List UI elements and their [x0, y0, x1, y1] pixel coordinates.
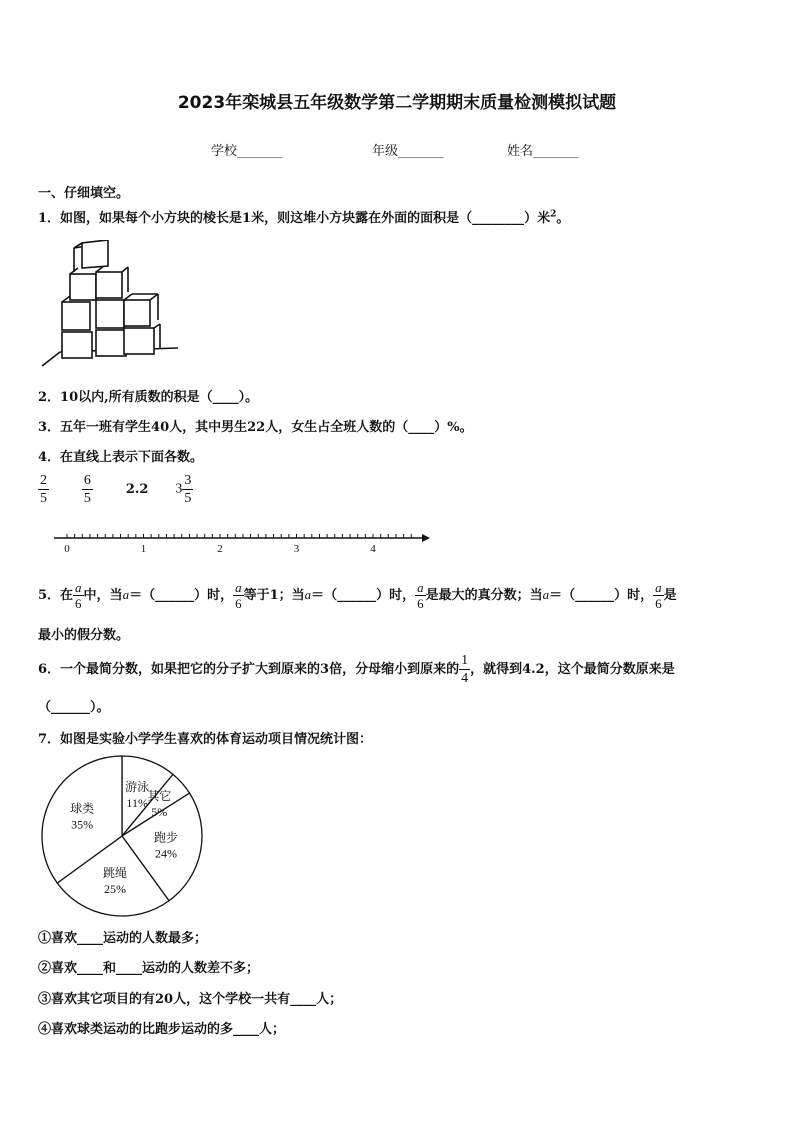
school-field[interactable]: 学校_______	[211, 144, 283, 159]
grade-field[interactable]: 年级_______	[372, 144, 444, 159]
fraction-1-4: $\frac{1}{4}$	[461, 653, 469, 686]
question-7-sub-1: ①喜欢____运动的人数最多；	[38, 931, 208, 946]
fraction-2-5: $\frac{2}{5}$	[40, 473, 47, 506]
q5-blank-1[interactable]: ＝（______）时，	[129, 588, 234, 603]
q5-var-a: a	[304, 587, 312, 602]
q5-text-5: 是	[663, 588, 677, 603]
mixed-number-fraction: $\frac{3}{5}$	[184, 473, 192, 506]
mixed-number-whole: 3	[175, 481, 183, 497]
page-title: 2023年栾城县五年级数学第二学期期末质量检测模拟试题	[177, 93, 617, 113]
fraction-a-6: $\frac{a}{6}$	[235, 580, 242, 611]
question-7-sub-4: ④喜欢球类运动的比跑步运动的多____人；	[38, 1022, 286, 1037]
question-1-sup: 2	[550, 209, 557, 220]
pie-label-percent: 25%	[103, 882, 126, 897]
fraction-6-5: $\frac{6}{5}$	[83, 473, 91, 506]
q5-text-2: 中，当	[83, 588, 123, 603]
cube-stack-figure	[38, 240, 183, 370]
decimal-2-2: 2.2	[125, 482, 149, 497]
question-6-line2[interactable]: （______）。	[38, 700, 110, 715]
number-line-label: 0	[64, 543, 70, 555]
q5-text-3: 等于1；当	[243, 588, 305, 603]
pie-label-category: 球类	[70, 801, 95, 816]
question-6	[38, 652, 675, 687]
number-line-label: 3	[293, 543, 300, 555]
q6-text-2: ，就得到4.2，这个最简分数原来是	[470, 662, 675, 677]
fraction-a-6: $\frac{a}{6}$	[75, 580, 82, 611]
fraction-a-6: $\frac{a}{6}$	[417, 580, 424, 611]
question-5-line2: 最小的假分数。	[38, 628, 130, 643]
pie-label-category: 跳绳	[102, 866, 127, 881]
q5-text-4: 是最大的真分数；当	[425, 588, 543, 603]
q5-blank-3[interactable]: ＝（______）时，	[549, 588, 654, 603]
q5-text-1: 5．在	[38, 588, 74, 603]
question-7-sub-3: ③喜欢其它项目的有20人，这个学校一共有____人；	[38, 992, 343, 1007]
question-3: 3．五年一班有学生40人，其中男生22人，女生占全班人数的（____）%。	[38, 420, 473, 435]
name-field[interactable]: 姓名_______	[507, 144, 579, 159]
pie-chart	[38, 752, 208, 922]
section-heading: 一、仔细填空。	[38, 186, 130, 201]
fraction-a-6: $\frac{a}{6}$	[655, 580, 662, 611]
q5-var-a: a	[542, 587, 550, 602]
question-2: 2．10以内,所有质数的积是（____）。	[38, 390, 259, 405]
number-line	[50, 528, 440, 558]
pie-label-percent: 5%	[151, 805, 168, 820]
pie-label-category: 其它	[147, 789, 172, 804]
pie-label-category: 跑步	[153, 830, 179, 845]
question-4-numbers	[38, 472, 193, 507]
pie-label-percent: 35%	[71, 817, 94, 832]
question-1-end: 。	[556, 211, 570, 226]
q6-text-1: 6．一个最简分数，如果把它的分子扩大到原来的3倍，分母缩小到原来的	[38, 662, 460, 677]
pie-label-percent: 11%	[126, 795, 148, 810]
question-5	[38, 580, 677, 611]
question-7-sub-2: ②喜欢____和____运动的人数差不多；	[38, 961, 260, 976]
question-1-text: 1．如图，如果每个小方块的棱长是1米，则这堆小方块露在外面的面积是（________）米	[38, 211, 551, 226]
number-line-label: 1	[140, 543, 147, 555]
question-4: 4．在直线上表示下面各数。	[38, 450, 204, 465]
number-line-label: 4	[370, 543, 376, 555]
question-7: 7．如图是实验小学学生喜欢的体育运动项目情况统计图：	[38, 732, 373, 747]
q5-var-a: a	[122, 587, 130, 602]
pie-label-percent: 24%	[155, 846, 178, 861]
question-1	[38, 207, 569, 226]
pie-label-category: 游泳	[125, 779, 150, 794]
number-line-label: 2	[217, 543, 223, 555]
q5-blank-2[interactable]: ＝（______）时，	[311, 588, 416, 603]
